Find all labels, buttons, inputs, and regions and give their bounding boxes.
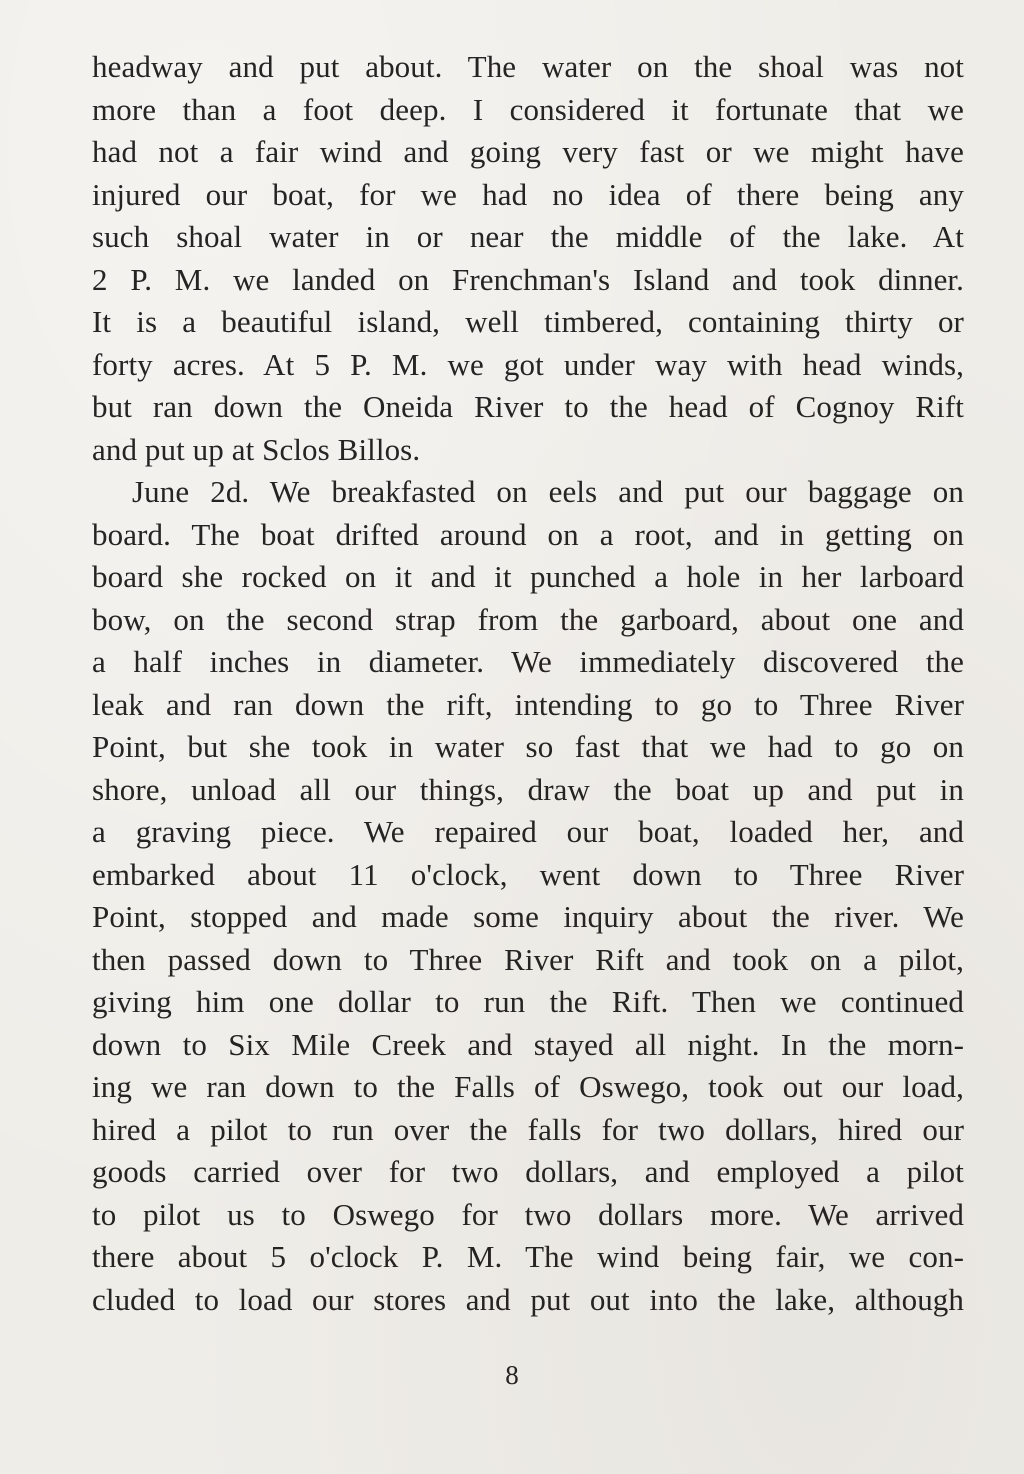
text-line: but ran down the Oneida River to the head of Cognoy Rift [92,389,964,424]
text-line: board she rocked on it and it punched a hole in her larboard [92,559,964,594]
text-line: had not a fair wind and going very fast or we might have [92,134,964,169]
text-line: goods carried over for two dollars, and employed a pilot [92,1154,964,1189]
text-line: ing we ran down to the Falls of Oswego, took out our load, [92,1069,964,1104]
text-line: more than a foot deep. I considered it fortunate that we [92,91,964,127]
text-line: June 2d. We breakfasted on eels and put our baggage on [132,474,964,509]
text-line: giving him one dollar to run the Rift. Then we continued [92,984,964,1019]
page-number: 8 [505,1360,519,1390]
text-line: to pilot us to Oswego for two dollars more. We arrived [92,1196,964,1232]
text-line: and put up at Sclos Billos. [92,431,421,467]
body-text [92,46,964,1321]
text-line: down to Six Mile Creek and stayed all night. In the morn- [92,1026,964,1062]
text-line: a half inches in diameter. We immediately discovered the [92,644,964,679]
text-line: It is a beautiful island, well timbered, containing thirty or [92,304,964,339]
text-line: Point, but she took in water so fast that we had to go on [92,729,964,764]
text-line: Point, stopped and made some inquiry about the river. We [92,899,964,934]
text-line: there about 5 o'clock P. M. The wind being fair, we con- [92,1239,964,1274]
text-line: leak and ran down the rift, intending to go to Three River [92,686,964,722]
text-line: hired a pilot to run over the falls for two dollars, hired our [92,1111,964,1147]
text-line: board. The boat drifted around on a root, and in getting on [92,516,964,552]
text-line: forty acres. At 5 P. M. we got under way with head winds, [92,346,964,382]
text-line: bow, on the second strap from the garboard, about one and [92,601,964,637]
text-line: injured our boat, for we had no idea of there being any [92,176,964,212]
text-line: then passed down to Three River Rift and took on a pilot, [92,941,964,977]
text-line: 2 P. M. we landed on Frenchman's Island and took dinner. [92,261,964,297]
text-line: headway and put about. The water on the shoal was not [92,49,964,84]
text-line: shore, unload all our things, draw the boat up and put in [92,771,964,807]
text-line: a graving piece. We repaired our boat, loaded her, and [92,814,964,849]
text-line: such shoal water in or near the middle of the lake. At [92,219,964,254]
text-line: embarked about 11 o'clock, went down to Three River [92,856,964,892]
text-line: cluded to load our stores and put out into the lake, although [92,1281,964,1317]
